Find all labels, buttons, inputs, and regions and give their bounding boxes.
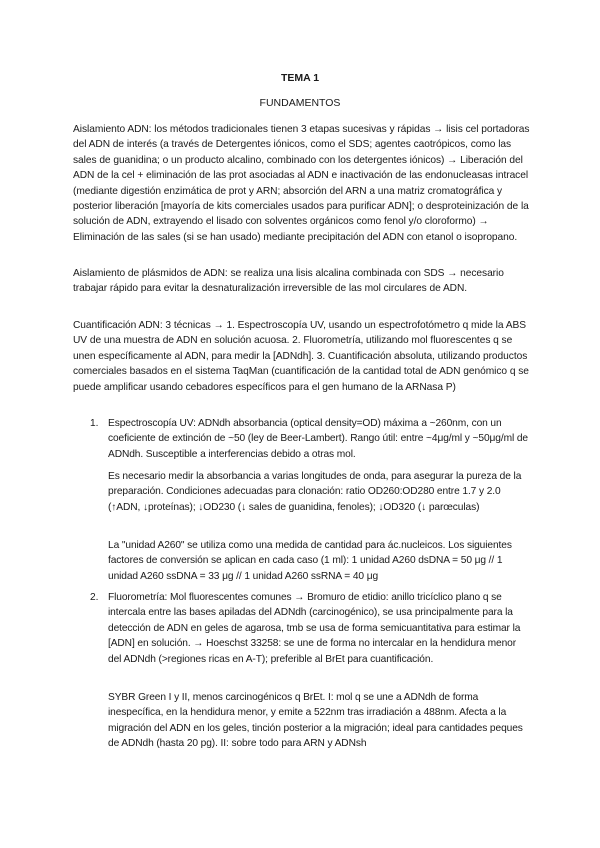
paragraph-aislamiento-plasmidos: Aislamiento de plásmidos de ADN: se realiza una lisis alcalina combinada con SDS → necesario trabajar rápido para evitar la desnaturalización irreversible de las mol circulares de ADN. [73, 268, 504, 295]
document-subtitle: FUNDAMENTOS [259, 97, 341, 109]
item2-fluorometria: Fluorometría: Mol fluorescentes comunes → Bromuro de etidio: anillo tricíclico plano q se intercala entre las bases apiladas del ADNdh (carcinogénico), se usa principalmente para la detección de ADN en geles de agarosa, tmb se usa de forma semicuantitativa para estimar la [ADN] en solución. → Hoeschst 33258: se une de forma no intercalar en la hendidura menor del ADNdh (>regiones ricas en A-T); preferible al BrEt para cuantificación. [108, 592, 521, 665]
paragraph-aislamiento-adn: Aislamiento ADN: los métodos tradicionales tienen 3 etapas sucesivas y rápidas → lisis cel portadoras del ADN de interés (a través de Detergentes iónicos, como el SDS; agentes caotrópicos, como las sales de guanidina; o un producto alcalino, combinado con los detergentes iónicos) → Liberación del ADN de la cel + eliminación de las prot asociadas al ADN e inactivación de las endonucleasas intracel (mediante digestión enzimática de prot y ARN; absorción del ARN a una matriz cromatográfica y posterior liberación [mayoría de kits comerciales usados para purificar ADN]; o desproteinización de la solución de ADN, extrayendo el lisado con solventes orgánicos como fenol y/o cloroformo) → Eliminación de las sales (si se han usado) mediante precipitación del ADN con etanol o isopropano. [73, 124, 530, 243]
item1-espectroscopia: Espectroscopía UV: ADNdh absorbancia (optical density=OD) máxima a ~260nm, con un coeficiente de extinción de ~50 (ley de Beer-Lambert). Rango útil: entre ~4μg/ml y ~50μg/ml de ADNdh. Susceptible a interferencias debido a otras mol. [108, 418, 528, 460]
list-number-1: 1. [90, 418, 99, 429]
item1-absorbancia: Es necesario medir la absorbancia a varias longitudes de onda, para asegurar la pureza de la preparación. Condiciones adecuadas para clonación: ratio OD260:OD280 entre 1.7 y 2.0 (↑ADN, ↓proteínas); ↓OD230 (↓ sales de guanidina, fenoles); ↓OD320 (↓ parœculas) [108, 471, 522, 513]
list-number-2: 2. [90, 592, 99, 603]
paragraph-cuantificacion-adn: Cuantificación ADN: 3 técnicas → 1. Espectroscopía UV, usando un espectrofotómetro q mide la ABS UV de una muestra de ADN en solución acuosa. 2. Fluorometría, utilizando mol fluorescentes q se unen específicamente al ADN, para medir la [ADNdh]. 3. Cuantificación absoluta, utilizando productos comerciales basados en el sistema TaqMan (cuantificación de la cantidad total de ADN genómico q se puede amplificar usando cebadores específicos para el gen humano de la ARNasa P) [73, 320, 529, 393]
document-title: TEMA 1 [280, 72, 320, 84]
item2-sybr-green: SYBR Green I y II, menos carcinogénicos q BrEt. I: mol q se une a ADNdh de forma inespecífica, en la hendidura menor, y emite a 522nm tras irradiación a 488nm. Afecta a la migración del ADN en los geles, tinción posterior a la migración; ideal para cantidades peques de ADNdh (hasta 20 pg). II: sobre todo para ARN y ADNsh [108, 692, 523, 750]
item1-unidad-a260: La "unidad A260" se utiliza como una medida de cantidad para ác.nucleicos. Los siguientes factores de conversión se aplican en cada caso (1 ml): 1 unidad A260 dsDNA = 50 μg // 1 unidad A260 ssDNA = 33 μg // 1 unidad A260 ssRNA = 40 μg [108, 540, 512, 582]
